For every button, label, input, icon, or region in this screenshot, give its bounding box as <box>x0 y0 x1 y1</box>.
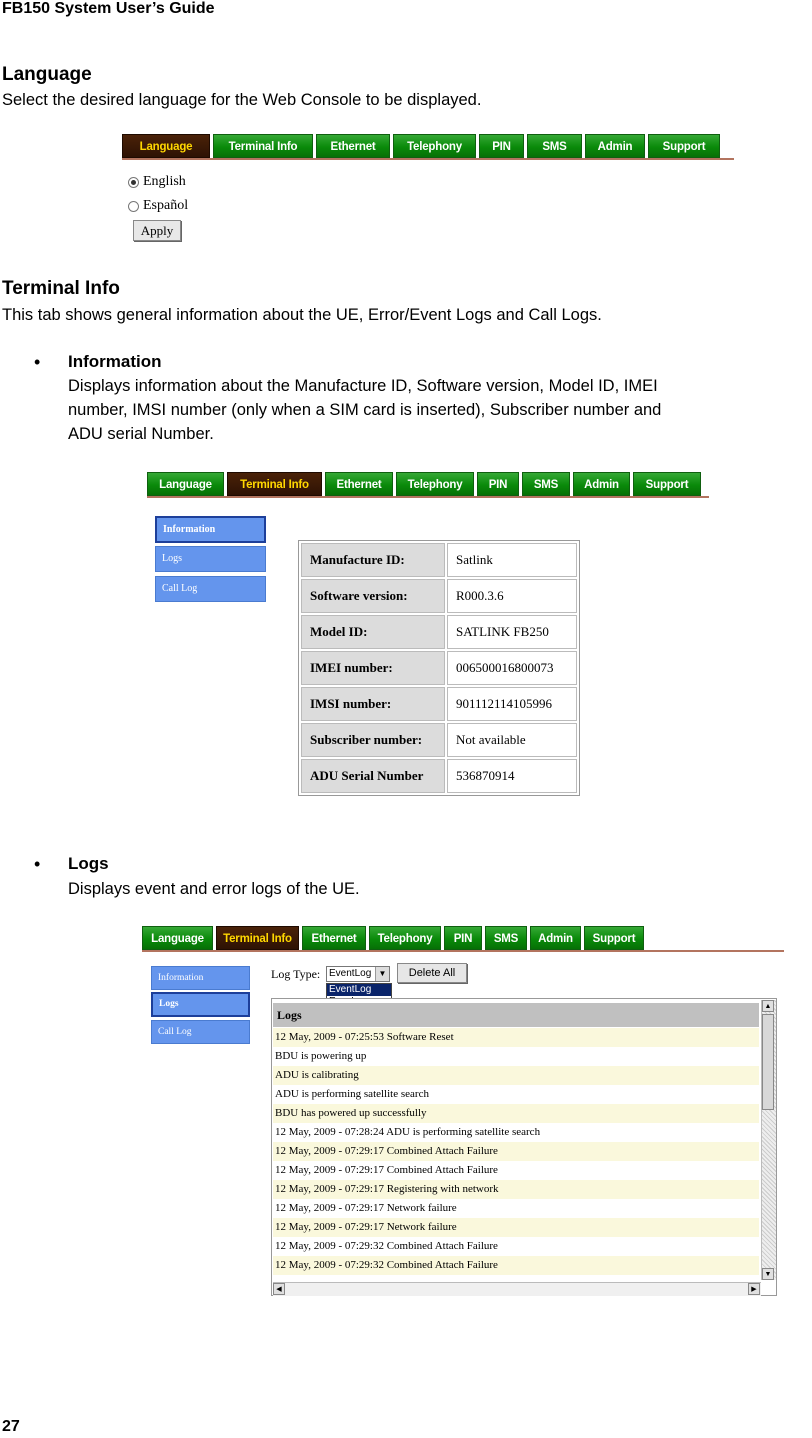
log-row: 12 May, 2009 - 07:29:17 Combined Attach Failure <box>273 1142 759 1161</box>
radio-english-label: English <box>143 174 186 189</box>
side-menu-call-log[interactable]: Call Log <box>155 576 266 602</box>
bullet-icon: • <box>34 854 41 874</box>
tab-telephony[interactable]: Telephony <box>369 926 441 950</box>
info-value: 536870914 <box>447 759 577 793</box>
delete-all-button[interactable]: Delete All <box>397 963 467 983</box>
dropdown-option-eventlog[interactable]: EventLog <box>327 984 391 996</box>
log-row: 12 May, 2009 - 07:29:17 Combined Attach Failure <box>275 1164 498 1176</box>
log-row: 12 May, 2009 - 07:29:32 Combined Attach Failure <box>275 1240 498 1252</box>
logs-description: Displays event and error logs of the UE. <box>68 880 360 898</box>
tab-bar-language <box>122 134 734 160</box>
table-row <box>301 687 577 721</box>
language-description: Select the desired language for the Web Console to be displayed. <box>2 91 482 109</box>
info-label: Software version: <box>301 579 445 613</box>
scrollbar-thumb[interactable] <box>762 1014 774 1110</box>
scroll-down-icon[interactable]: ▼ <box>762 1268 774 1280</box>
table-row <box>301 723 577 757</box>
log-row: ADU is performing satellite search <box>275 1088 429 1100</box>
side-menu-logs[interactable]: Logs <box>151 992 250 1017</box>
info-label: Model ID: <box>301 615 445 649</box>
log-type-selected: EventLog <box>329 968 372 979</box>
tab-admin[interactable]: Admin <box>585 134 645 158</box>
radio-english-control[interactable] <box>128 177 139 188</box>
info-value: 901112114105996 <box>447 687 577 721</box>
scroll-right-icon[interactable]: ▶ <box>748 1283 760 1295</box>
tab-pin[interactable]: PIN <box>444 926 482 950</box>
information-line-2: number, IMSI number (only when a SIM card is inserted), Subscriber number and <box>68 401 662 419</box>
table-row <box>301 543 577 577</box>
logs-header: Logs <box>273 1003 759 1027</box>
log-type-label: Log Type: <box>271 967 321 981</box>
log-row: 12 May, 2009 - 07:29:32 Combined Attach Failure <box>273 1256 759 1275</box>
radio-espanol-control[interactable] <box>128 201 139 212</box>
tab-telephony[interactable]: Telephony <box>396 472 474 496</box>
tab-support[interactable]: Support <box>633 472 701 496</box>
info-value: Satlink <box>447 543 577 577</box>
information-title: Information <box>68 352 162 371</box>
tab-admin[interactable]: Admin <box>573 472 630 496</box>
document-header: FB150 System User’s Guide <box>2 0 215 17</box>
log-row: 12 May, 2009 - 07:29:17 Network failure <box>275 1202 457 1214</box>
apply-button[interactable]: Apply <box>133 220 181 241</box>
terminal-info-table <box>298 540 580 796</box>
table-row <box>301 759 577 793</box>
log-row: 12 May, 2009 - 07:29:17 Network failure <box>273 1218 759 1237</box>
tab-sms[interactable]: SMS <box>527 134 582 158</box>
log-row: BDU has powered up successfully <box>273 1104 759 1123</box>
language-heading: Language <box>2 64 92 85</box>
tab-terminal-info[interactable]: Terminal Info <box>213 134 313 158</box>
tab-support[interactable]: Support <box>648 134 720 158</box>
info-label: Subscriber number: <box>301 723 445 757</box>
tab-bar-logs <box>142 926 784 952</box>
information-line-1: Displays information about the Manufacture ID, Software version, Model ID, IMEI <box>68 377 658 395</box>
log-row: 12 May, 2009 - 07:25:53 Software Reset <box>273 1028 759 1047</box>
log-row: 12 May, 2009 - 07:28:24 ADU is performing satellite search <box>275 1126 541 1138</box>
tab-ethernet[interactable]: Ethernet <box>302 926 366 950</box>
side-menu-information[interactable]: Information <box>151 966 250 990</box>
tab-pin[interactable]: PIN <box>479 134 524 158</box>
table-row <box>301 651 577 685</box>
info-label: ADU Serial Number <box>301 759 445 793</box>
info-value: Not available <box>447 723 577 757</box>
information-line-3: ADU serial Number. <box>68 425 214 443</box>
tab-admin[interactable]: Admin <box>530 926 581 950</box>
chevron-down-icon[interactable]: ▼ <box>375 967 389 981</box>
tab-language[interactable]: Language <box>147 472 224 496</box>
radio-english[interactable] <box>128 174 186 190</box>
horizontal-scrollbar[interactable] <box>273 1282 761 1296</box>
radio-espanol-label: Español <box>143 198 189 213</box>
info-label: IMEI number: <box>301 651 445 685</box>
table-row <box>301 615 577 649</box>
bullet-icon: • <box>34 352 41 372</box>
side-menu-call-log[interactable]: Call Log <box>151 1020 250 1044</box>
tab-telephony[interactable]: Telephony <box>393 134 476 158</box>
log-row: ADU is calibrating <box>273 1066 759 1085</box>
scroll-left-icon[interactable]: ◀ <box>273 1283 285 1295</box>
side-menu-logs[interactable]: Logs <box>155 546 266 572</box>
info-label: Manufacture ID: <box>301 543 445 577</box>
side-menu-information[interactable]: Information <box>155 516 266 543</box>
info-label: IMSI number: <box>301 687 445 721</box>
page-number: 27 <box>2 1418 20 1435</box>
tab-pin[interactable]: PIN <box>477 472 519 496</box>
tab-ethernet[interactable]: Ethernet <box>316 134 390 158</box>
logs-title: Logs <box>68 854 109 873</box>
tab-language[interactable]: Language <box>122 134 210 158</box>
info-value: SATLINK FB250 <box>447 615 577 649</box>
tab-terminal-info[interactable]: Terminal Info <box>216 926 299 950</box>
scroll-up-icon[interactable]: ▲ <box>762 1000 774 1012</box>
tab-ethernet[interactable]: Ethernet <box>325 472 393 496</box>
info-value: R000.3.6 <box>447 579 577 613</box>
info-value: 006500016800073 <box>447 651 577 685</box>
log-row: 12 May, 2009 - 07:29:17 Registering with network <box>273 1180 759 1199</box>
tab-language[interactable]: Language <box>142 926 213 950</box>
tab-support[interactable]: Support <box>584 926 644 950</box>
tab-sms[interactable]: SMS <box>522 472 570 496</box>
log-row: BDU is powering up <box>275 1050 367 1062</box>
terminal-info-heading: Terminal Info <box>2 278 120 299</box>
tab-bar-terminal-info <box>147 472 709 498</box>
tab-terminal-info[interactable]: Terminal Info <box>227 472 322 496</box>
table-row <box>301 579 577 613</box>
terminal-info-description: This tab shows general information about the UE, Error/Event Logs and Call Logs. <box>2 306 602 324</box>
tab-sms[interactable]: SMS <box>485 926 527 950</box>
radio-espanol[interactable] <box>128 198 188 214</box>
log-type-select[interactable] <box>326 966 390 982</box>
